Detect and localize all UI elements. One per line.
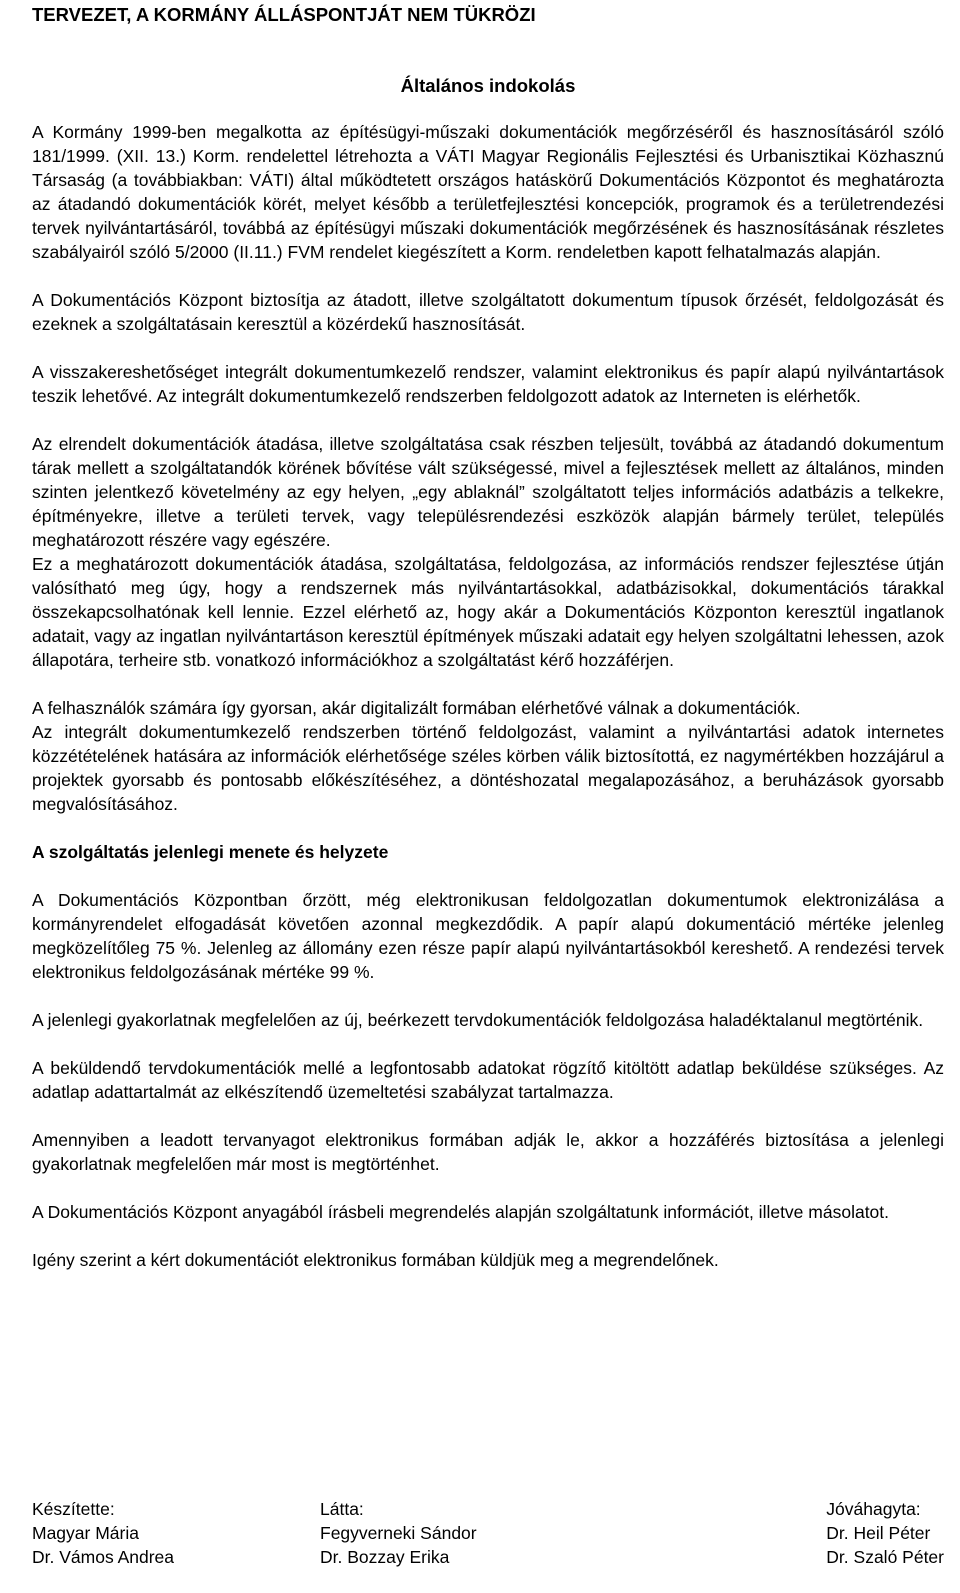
seen-name-2: Dr. Bozzay Erika [320,1547,450,1567]
prepared-name-2: Dr. Vámos Andrea [32,1547,175,1567]
prepared-name-1: Magyar Mária [32,1523,139,1543]
paragraph-development: Ez a meghatározott dokumentációk átadása, szolgáltatása, feldolgozása, az információs rendszer fejlesztése útján valósítható meg úgy, hogy a rendszernek más nyilvántartásokkal, adatbázisokkal, dokumentációs tárakkal összekapcsolhatónak kell lennie. Ezzel elérhető az, hogy akár a Dokumentációs Központon keresztül ingatlanok adatait, vagy az ingatlan nyilvántartáson keresztül építmények műszaki adatait egy helyen szolgáltatni lehessen, azok állapotára, terheire stb. vonatkozó információkhoz a szolgáltatást kérő hozzáférjen. [32,554,944,670]
paragraph-intro: A Kormány 1999-ben megalkotta az építésügyi-műszaki dokumentációk megőrzéséről és hasznosításáról szóló 181/1999. (XII. 13.) Korm. rendelettel létrehozta a VÁTI Magyar Regionális Fejlesztési és Urbanisztikai Közhasznú Társaság (a továbbiakban: VÁTI) által működtetett országos hatáskörű Dokumentációs Központot és meghatározta az átadandó dokumentációk körét, melyet később a területfejlesztési koncepciók, programok és a területrendezési tervek nyilvántartásáról, továbbá az építésügyi műszaki dokumentációk megőrzésének és hasznosításának részletes szabályairól szóló 5/2000 (II.11.) FVM rendelet kiegészített a Korm. rendeletben kapott felhatalmazás alapján. [32,122,944,262]
approved-label: Jóváhagyta: [826,1499,921,1519]
paragraph-datasheet: A beküldendő tervdokumentációk mellé a legfontosabb adatokat rögzítő kitöltött adatlap beküldése szükséges. Az adatlap adattartalmát az elkészítendő üzemeltetési szabályzat tartalmazza. [32,1058,944,1102]
draft-notice-header: TERVEZET, A KORMÁNY ÁLLÁSPONTJÁT NEM TÜKRÖZI [32,4,536,25]
approved-name-1: Dr. Heil Péter [826,1523,931,1543]
signature-prepared [32,1497,174,1569]
document-title: Általános indokolás [400,75,576,96]
paragraph-status: A Dokumentációs Központban őrzött, még elektronikusan feldolgozatlan dokumentumok elektronizálása a kormányrendelet elfogadását követően azonnal megkezdődik. A papír alapú dokumentáció mértéke jelenleg megközelítőleg 75 %. Jelenleg az állomány ezen része papír alapú nyilvántartásokból kereshető. A rendezési tervek elektronikus feldolgozásának mértéke 99 %. [32,890,944,982]
paragraph-integration: Az integrált dokumentumkezelő rendszerben történő feldolgozást, valamint a nyilvántartási adatok internetes közzétételének hatására az információk elérhetősége széles körben válik biztosítottá, ez nagymértékben hozzájárul a projektek gyorsabb és pontosabb előkészítéséhez, a döntéshozatal megalapozásához, a beruházások gyorsabb megvalósításához. [32,722,944,814]
paragraph-delivery: Igény szerint a kért dokumentációt elektronikus formában küldjük meg a megrendelőnek. [32,1250,719,1270]
paragraph-orders: A Dokumentációs Központ anyagából írásbeli megrendelés alapján szolgáltatunk információt, illetve másolatot. [32,1202,890,1222]
seen-label: Látta: [320,1499,364,1519]
paragraph-center-role: A Dokumentációs Központ biztosítja az átadott, illetve szolgáltatott dokumentum típusok őrzését, feldolgozását és ezeknek a szolgáltatásain keresztül a közérdekű hasznosítását. [32,290,944,334]
paragraph-new-docs: A jelenlegi gyakorlatnak megfelelően az új, beérkezett tervdokumentációk feldolgozása haladéktalanul megtörténik. [32,1010,924,1030]
paragraph-users: A felhasználók számára így gyorsan, akár digitalizált formában elérhetővé válnak a dokumentációk. [32,698,801,718]
prepared-label: Készítette: [32,1499,115,1519]
paragraph-retrieval: A visszakereshetőséget integrált dokumentumkezelő rendszer, valamint elektronikus és papír alapú nyilvántartások teszik lehetővé. Az integrált dokumentumkezelő rendszerben feldolgozott adatok az Interneten is elérhetők. [32,362,944,406]
signature-approved [826,1497,944,1569]
document-body [32,120,944,1296]
section-heading: A szolgáltatás jelenlegi menete és helyzete [32,842,389,862]
approved-name-2: Dr. Szaló Péter [826,1547,944,1567]
seen-name-1: Fegyverneki Sándor [320,1523,477,1543]
paragraph-electronic-access: Amennyiben a leadott tervanyagot elektronikus formában adják le, akkor a hozzáférés biztosítása a jelenlegi gyakorlatnak megfelelően már most is megtörténhet. [32,1130,944,1174]
signature-seen [320,1497,477,1569]
paragraph-requirements: Az elrendelt dokumentációk átadása, illetve szolgáltatása csak részben teljesült, továbbá az átadandó dokumentum tárak mellett a szolgáltatandók körének bővítése vált szükségessé, mivel a fejlesztések mellett az általános, minden szinten jelentkező követelmény az egy helyen, „egy ablaknál” szolgáltatott teljes információs adatbázis a telkekre, építményekre, illetve a területi tervek, vagy településrendezési eszközök alapján bármely terület, település meghatározott részére vagy egészére. [32,434,944,550]
